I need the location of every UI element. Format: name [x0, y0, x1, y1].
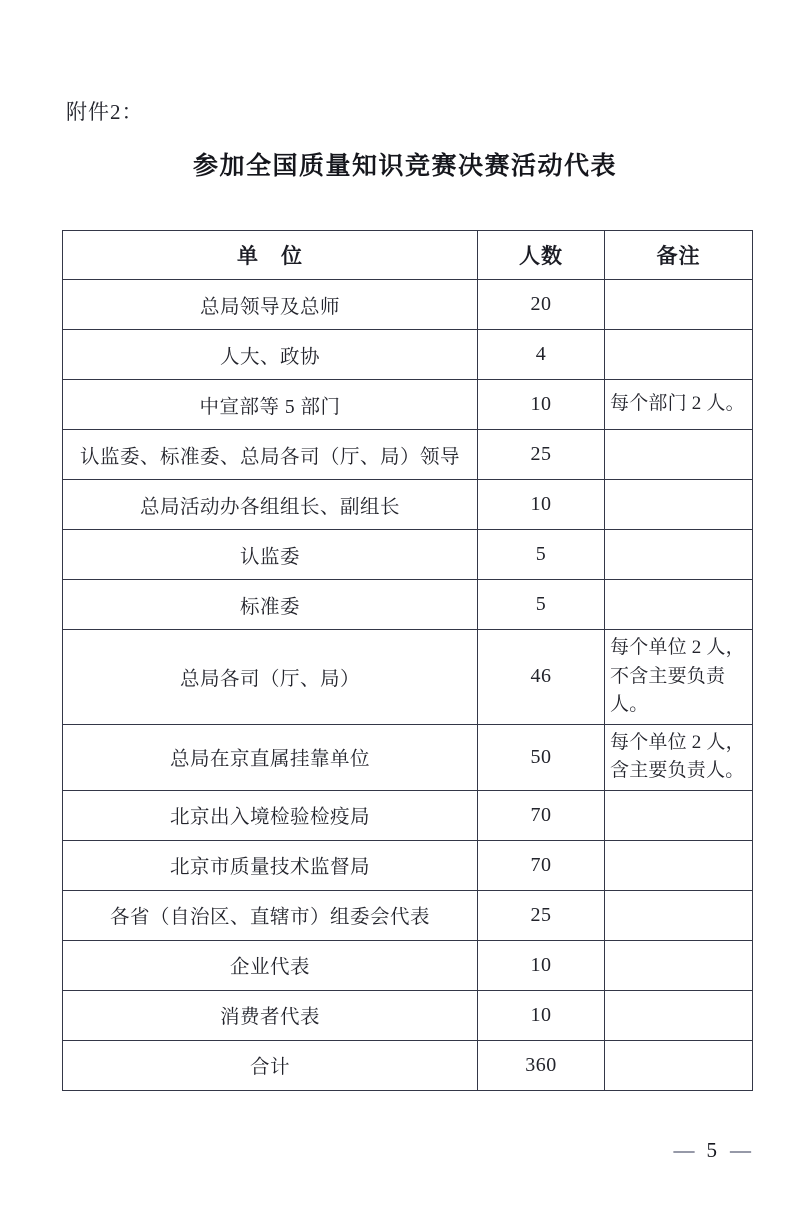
count-cell: 70: [478, 790, 605, 840]
count-cell: 5: [478, 580, 605, 630]
table-row: [63, 940, 753, 990]
count-cell: 10: [478, 380, 605, 430]
unit-cell: 标准委: [63, 580, 478, 630]
unit-cell: 总局领导及总师: [63, 280, 478, 330]
table-row: [63, 580, 753, 630]
unit-cell: 中宣部等 5 部门: [63, 380, 478, 430]
remark-cell: [605, 480, 753, 530]
column-header-count: 人数: [478, 231, 605, 280]
remark-cell: [605, 430, 753, 480]
count-cell: 5: [478, 530, 605, 580]
table-row: [63, 430, 753, 480]
table-row: [63, 380, 753, 430]
remark-cell: 每个部门 2 人。: [605, 380, 753, 430]
unit-cell: 认监委: [63, 530, 478, 580]
remark-cell: [605, 530, 753, 580]
column-header-remark: 备注: [605, 231, 753, 280]
unit-cell: 总局在京直属挂靠单位: [63, 724, 478, 790]
attachment-label: 附件2：: [66, 100, 144, 124]
count-cell: 46: [478, 630, 605, 725]
table-row: [63, 480, 753, 530]
remark-cell: [605, 330, 753, 380]
column-header-unit: 单 位: [63, 231, 478, 280]
unit-cell: 消费者代表: [63, 990, 478, 1040]
remark-cell: [605, 1040, 753, 1090]
count-cell: 70: [478, 840, 605, 890]
table-header-row: [63, 231, 753, 280]
table-row: [63, 530, 753, 580]
table-row: [63, 890, 753, 940]
table-row: [63, 724, 753, 790]
count-cell: 25: [478, 430, 605, 480]
unit-cell: 北京市质量技术监督局: [63, 840, 478, 890]
unit-cell: 总局各司（厅、局）: [63, 630, 478, 725]
unit-cell: 北京出入境检验检疫局: [63, 790, 478, 840]
remark-cell: [605, 280, 753, 330]
representatives-table: [62, 230, 753, 1091]
remark-cell: 每个单位 2 人，含主要负责人。: [605, 724, 753, 790]
page-footer: [674, 1138, 751, 1163]
table-row: [63, 280, 753, 330]
remark-cell: [605, 990, 753, 1040]
remark-cell: [605, 940, 753, 990]
page-number: 5: [706, 1138, 717, 1162]
unit-cell: 各省（自治区、直辖市）组委会代表: [63, 890, 478, 940]
count-cell: 10: [478, 480, 605, 530]
remark-cell: [605, 840, 753, 890]
footer-dash-right: —: [730, 1138, 750, 1162]
count-cell: 360: [478, 1040, 605, 1090]
unit-cell: 合计: [63, 1040, 478, 1090]
document-title: 参加全国质量知识竞赛决赛活动代表: [192, 152, 617, 180]
count-cell: 10: [478, 990, 605, 1040]
table-row: [63, 990, 753, 1040]
table-row: [63, 790, 753, 840]
unit-cell: 总局活动办各组组长、副组长: [63, 480, 478, 530]
count-cell: 25: [478, 890, 605, 940]
remark-cell: [605, 890, 753, 940]
count-cell: 10: [478, 940, 605, 990]
remark-cell: 每个单位 2 人，不含主要负责人。: [605, 630, 753, 725]
footer-dash-left: —: [673, 1138, 694, 1162]
remark-cell: [605, 580, 753, 630]
remark-cell: [605, 790, 753, 840]
count-cell: 50: [478, 724, 605, 790]
unit-cell: 人大、政协: [63, 330, 478, 380]
table-row: [63, 330, 753, 380]
table-row: [63, 1040, 753, 1090]
count-cell: 20: [478, 280, 605, 330]
count-cell: 4: [478, 330, 605, 380]
table-row: [63, 630, 753, 725]
unit-cell: 企业代表: [63, 940, 478, 990]
table-row: [63, 840, 753, 890]
unit-cell: 认监委、标准委、总局各司（厅、局）领导: [63, 430, 478, 480]
